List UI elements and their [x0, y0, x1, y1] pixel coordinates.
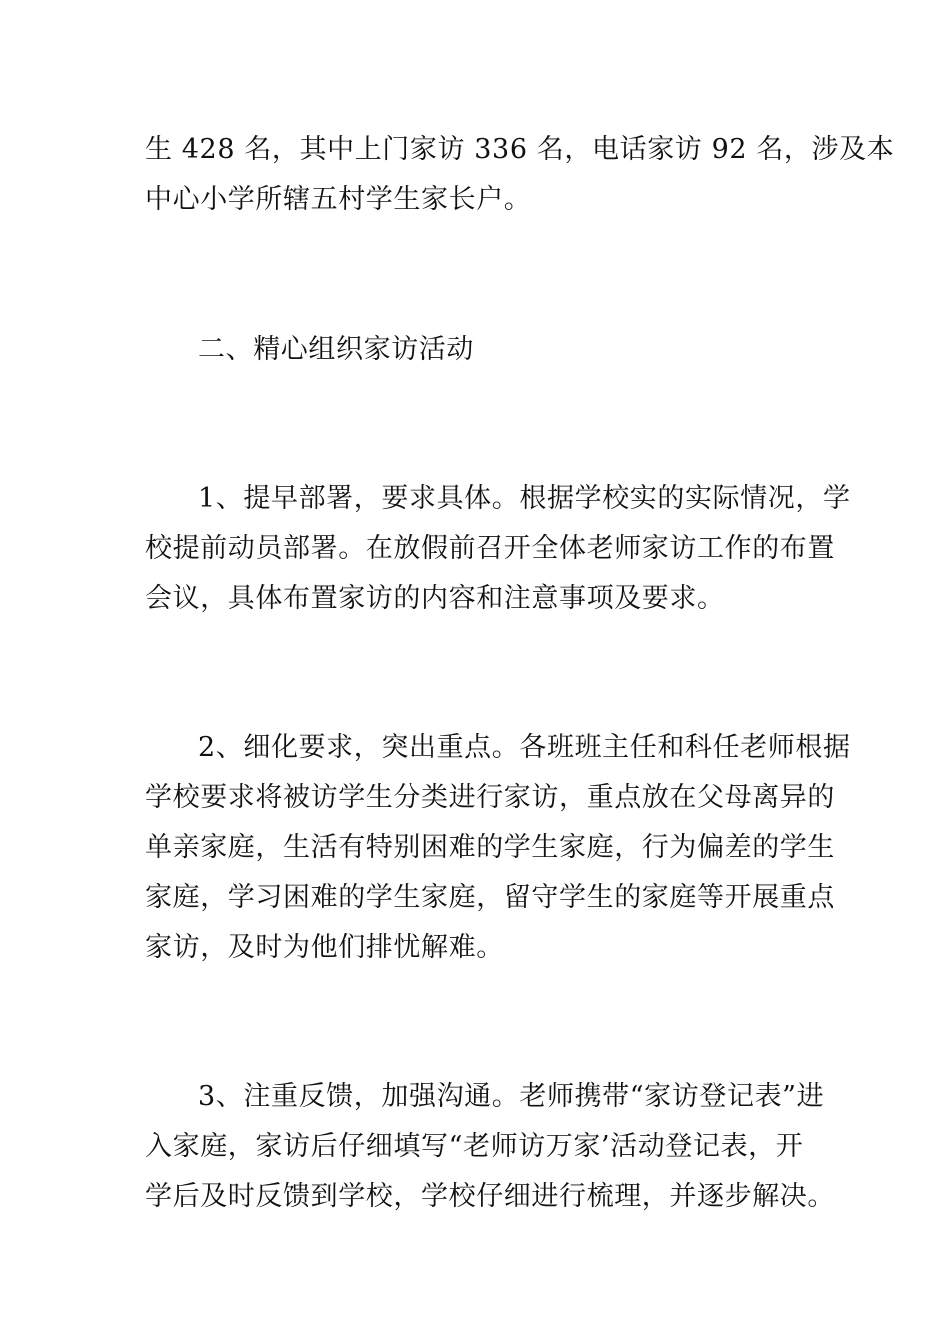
text-line: 生 428 名，其中上门家访 336 名，电话家访 92 名，涉及本	[145, 134, 895, 165]
text-line: 单亲家庭，生活有特别困难的学生家庭，行为偏差的学生	[145, 832, 835, 863]
section-heading: 二、精心组织家访活动	[198, 334, 474, 365]
text-line: 家庭，学习困难的学生家庭，留守学生的家庭等开展重点	[145, 882, 835, 913]
text-line: 1、提早部署，要求具体。根据学校实的实际情况，学	[198, 483, 851, 514]
text-line: 学校要求将被访学生分类进行家访，重点放在父母离异的	[145, 782, 835, 813]
text-line: 2、细化要求，突出重点。各班班主任和科任老师根据	[198, 732, 851, 763]
text-line: 校提前动员部署。在放假前召开全体老师家访工作的布置	[145, 533, 835, 564]
text-line: 学后及时反馈到学校，学校仔细进行梳理，并逐步解决。	[145, 1181, 835, 1212]
text-line: 中心小学所辖五村学生家长户。	[145, 184, 532, 215]
text-line: 3、注重反馈，加强沟通。老师携带“家访登记表”进	[198, 1081, 825, 1112]
text-line: 入家庭，家访后仔细填写“老师访万家’活动登记表，开	[145, 1131, 804, 1162]
text-line: 家访，及时为他们排忧解难。	[145, 932, 504, 963]
text-line: 会议，具体布置家访的内容和注意事项及要求。	[145, 583, 725, 614]
